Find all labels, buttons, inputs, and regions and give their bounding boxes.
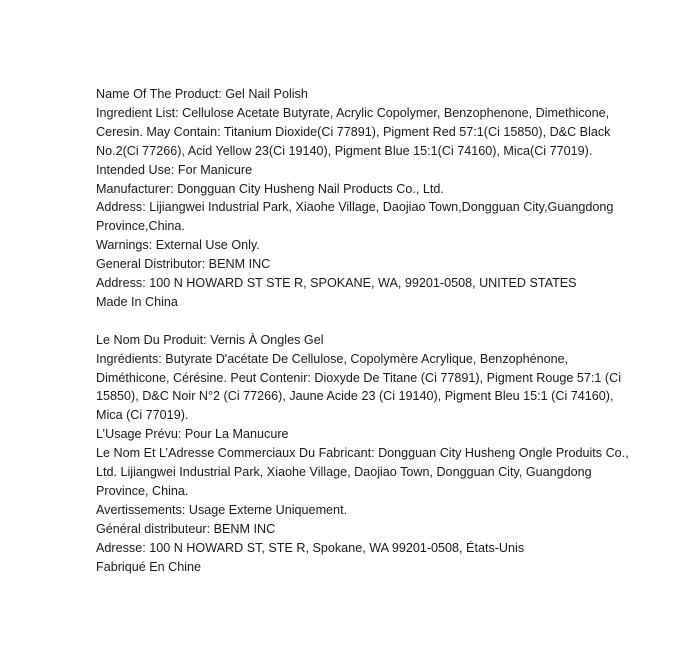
manufacturer-line: Manufacturer: Dongguan City Husheng Nail Products Co., Ltd. [96, 181, 444, 196]
origin-line-fr: Fabriqué En Chine [96, 559, 202, 574]
origin-line: Made In China [96, 294, 178, 309]
distributor-line: General Distributor: BENM INC [96, 257, 271, 272]
distributor-address: Address: 100 N HOWARD ST STE R, SPOKANE, WA, 99201-0508, UNITED STATES [96, 276, 577, 291]
product-name-line-fr: Le Nom Du Produit: Vernis À Ongles Gel [96, 332, 324, 347]
manufacturer-line-fr: Le Nom Et L’Adresse Commerciaux Du Fabricant: Dongguan City Husheng Ongle Produits Co., Ltd. Lijiangwei Industrial Park, Xiaohe Village, Daojiao Town, Dongguan City, Guangdong Province, China. [96, 446, 629, 499]
ingredient-list-fr: Ingrédients: Butyrate D'acétate De Cellulose, Copolymère Acrylique, Benzophénone, Diméthicone, Cérésine. Peut Contenir: Dioxyde De Titane (Ci 77891), Pigment Rouge 57:1 (Ci 15850), D&C Noir N°2 (Ci 77266), Jaune Acide 23 (Ci 19140), Pigment Bleu 15:1 (Ci 74160), Mica (Ci 77019). [96, 351, 622, 423]
product-name-line: Name Of The Product: Gel Nail Polish [96, 87, 308, 101]
distributor-address-fr: Adresse: 100 N HOWARD ST, STE R, Spokane, WA 99201-0508, États-Unis [96, 540, 525, 555]
warnings-line: Warnings: External Use Only. [96, 238, 260, 253]
manufacturer-address: Address: Lijiangwei Industrial Park, Xiaohe Village, Daojiao Town,Dongguan City,Guangdong Province,China. [96, 200, 614, 234]
intended-use-line-fr: L’Usage Prévu: Pour La Manucure [96, 427, 289, 442]
french-section [96, 331, 636, 577]
product-label-document [96, 85, 636, 577]
ingredient-list: Ingredient List: Cellulose Acetate Butyrate, Acrylic Copolymer, Benzophenone, Dimethicone, Ceresin. May Contain: Titanium Dioxide(Ci 77891), Pigment Red 57:1(Ci 15850), D&C Black No.2(Ci 77266), Acid Yellow 23(Ci 19140), Pigment Blue 15:1(Ci 74160), Mica(Ci 77019). [96, 105, 611, 158]
warnings-line-fr: Avertissements: Usage Externe Uniquement. [96, 502, 348, 517]
english-section [96, 85, 636, 312]
distributor-line-fr: Général distributeur: BENM INC [96, 521, 276, 536]
intended-use-line: Intended Use: For Manicure [96, 162, 253, 177]
